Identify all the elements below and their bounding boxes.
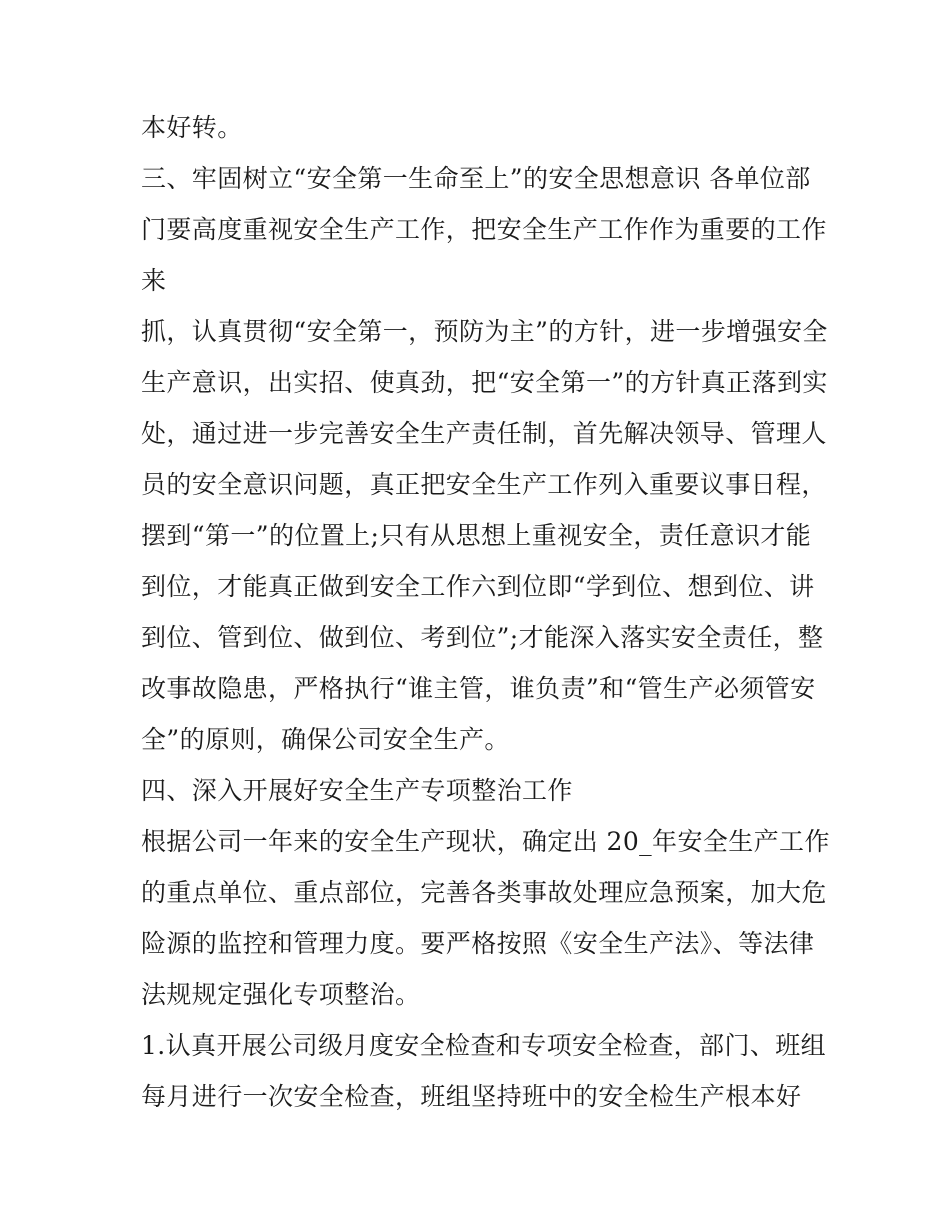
text-line: 到位，才能真正做到安全工作六到位即“学到位、想到位、讲 [141, 572, 815, 601]
list-item-1: 1.认真开展公司级月度安全检查和专项安全检查，部门、班组 [141, 1031, 827, 1060]
document-body [141, 108, 841, 1128]
text-line: 全”的原则，确保公司安全生产。 [141, 725, 510, 754]
text-line: 改事故隐患，严格执行“谁主管，谁负责”和“管生产必须管安 [141, 674, 816, 703]
text-line: 员的安全意识问题，真正把安全生产工作列入重要议事日程， [141, 470, 827, 499]
text-line: 来 [141, 266, 167, 295]
text-line: 门要高度重视安全生产工作，把安全生产工作作为重要的工作 [141, 215, 827, 244]
text-line: 摆到“第一”的位置上;只有从思想上重视安全，责任意识才能 [141, 521, 812, 550]
text-line: 每月进行一次安全检查，班组坚持班中的安全检生产根本好 [141, 1082, 802, 1111]
text-line: 本好转。 [141, 113, 243, 142]
section-heading-4: 四、深入开展好安全生产专项整治工作 [141, 776, 573, 805]
text-line: 的重点单位、重点部位，完善各类事故处理应急预案，加大危 [141, 878, 827, 907]
text-line: 法规规定强化专项整治。 [141, 980, 421, 1009]
section-heading-3: 三、牢固树立“安全第一生命至上”的安全思想意识 各单位部 [141, 164, 811, 193]
text-line: 根据公司一年来的安全生产现状，确定出 20_年安全生产工作 [141, 827, 830, 856]
text-line: 险源的监控和管理力度。要严格按照《安全生产法》、等法律 [141, 929, 815, 958]
text-line: 生产意识，出实招、使真劲，把“安全第一”的方针真正落到实 [141, 368, 828, 397]
text-line: 抓，认真贯彻“安全第一，预防为主”的方针，进一步增强安全 [141, 317, 828, 346]
text-line: 到位、管到位、做到位、考到位”;才能深入落实安全责任，整 [141, 623, 824, 652]
text-line: 处，通过进一步完善安全生产责任制，首先解决领导、管理人 [141, 419, 827, 448]
